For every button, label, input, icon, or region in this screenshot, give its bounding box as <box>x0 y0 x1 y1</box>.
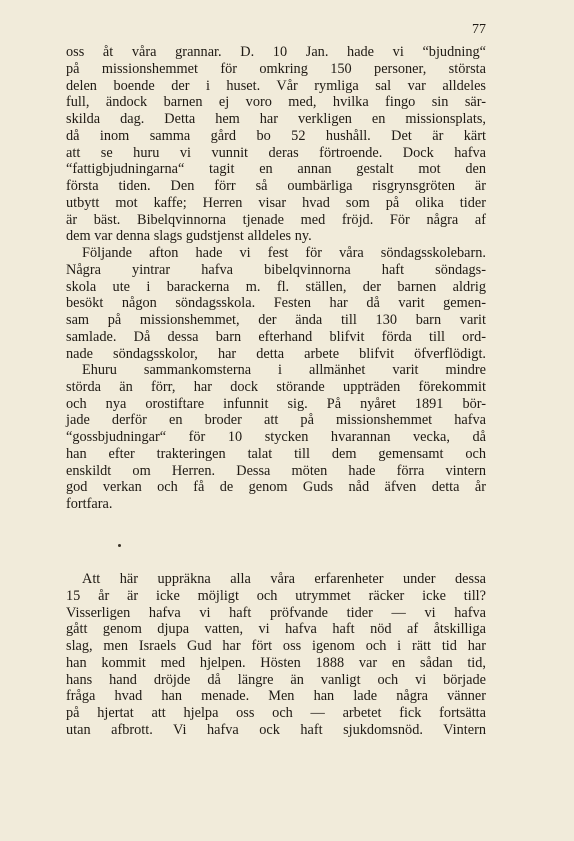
text-line: då inom samma gård bo 52 hushåll. Det är kärt <box>66 127 486 144</box>
text-line: utbytt mot kaffe; Herren visar hvad som på olika tider <box>66 194 486 211</box>
text-line: störda än förr, har dock störande uppträden förekommit <box>66 378 486 395</box>
text-line: nade söndagsskolor, har detta arbete blifvit öfverflödigt. <box>66 345 486 362</box>
page-number: 77 <box>472 22 486 37</box>
text-line: samlade. Då dessa barn efterhand blifvit förda till ord- <box>66 328 486 345</box>
text-line: han kommit med hjelpen. Hösten 1888 var en sådan tid, <box>66 654 486 671</box>
text-line: Att här uppräkna alla våra erfarenheter under dessa <box>82 571 486 587</box>
text-line: Ehuru sammankomsterna i allmänhet varit mindre <box>82 362 486 378</box>
paragraph-3 <box>66 362 486 513</box>
text-line: hans hand dröjde då längre än vanligt och vi började <box>66 671 486 688</box>
text-line: gått genom djupa vatten, vi hafva haft nöd af åtskilliga <box>66 621 486 638</box>
paragraph-1 <box>66 44 486 245</box>
text-line: och nya orostiftare infunnit sig. På nyåret 1891 bör- <box>66 395 486 412</box>
text-line: jade derför en broder att på missionshemmet hafva <box>66 412 486 429</box>
text-line: oss åt våra grannar. D. 10 Jan. hade vi “bjudning“ <box>66 44 486 60</box>
text-line: “fattigbjudningarna“ tagit en annan gestalt mot den <box>66 161 486 178</box>
text-line: enskildt om Herren. Dessa möten hade förra vintern <box>66 462 486 479</box>
ink-speck <box>118 544 121 547</box>
text-line: besökt någon söndagsskola. Festen har då varit gemen- <box>66 295 486 312</box>
text-line: god verkan och få de genom Guds nåd äfven detta år <box>66 479 486 496</box>
text-line: sam på missionshemmet, der ända till 130 barn varit <box>66 312 486 328</box>
text-line: utan afbrott. Vi hafva ock haft sjukdomsnöd. Vintern <box>66 721 486 738</box>
text-line: att se huru vi vunnit deras förtroende. Dock hafva <box>66 144 486 161</box>
text-line: på hjertat att hjelpa oss och — arbetet fick fortsätta <box>66 705 486 721</box>
text-line: delen boende der i huset. Vår rymliga sal var alldeles <box>66 77 486 94</box>
text-line: Följande afton hade vi fest för våra söndagsskolebarn. <box>82 245 486 261</box>
text-line: full, ändock barnen ej voro med, hvilka fingo sin sär- <box>66 94 486 111</box>
text-line: skola ute i barackerna m. fl. ställen, der barnen aldrig <box>66 278 486 295</box>
text-line: slag, men Israels Gud har fört oss igenom och i rätt tid har <box>66 638 486 654</box>
text-line: “gossbjudningar“ för 10 stycken hvarannan vecka, då <box>66 429 486 445</box>
text-line: Några yintrar hafva bibelqvinnorna haft söndags- <box>66 261 486 278</box>
text-line: första tiden. Den förr så oumbärliga risgrynsgröten är <box>66 178 486 194</box>
text-line: 15 år är icke möjligt och utrymmet räcker icke till? <box>66 587 486 604</box>
text-line: på missionshemmet för omkring 150 personer, största <box>66 60 486 77</box>
paragraph-4 <box>66 571 486 739</box>
text-line: dem var denna slags gudstjenst alldeles ny. <box>66 228 312 245</box>
text-line: skilda dag. Detta hem har verkligen en missionsplats, <box>66 111 486 127</box>
text-line: Visserligen hafva vi haft pröfvande tider — vi hafva <box>66 604 486 621</box>
text-line: är bäst. Bibelqvinnorna tjenade med fröjd. För några af <box>66 211 486 228</box>
text-line: han efter trakteringen talat till dem gemensamt och <box>66 445 486 462</box>
text-line: fråga hvad han menade. Men han lade några vänner <box>66 688 486 705</box>
text-line: fortfara. <box>66 496 113 512</box>
paragraph-2 <box>66 245 486 362</box>
